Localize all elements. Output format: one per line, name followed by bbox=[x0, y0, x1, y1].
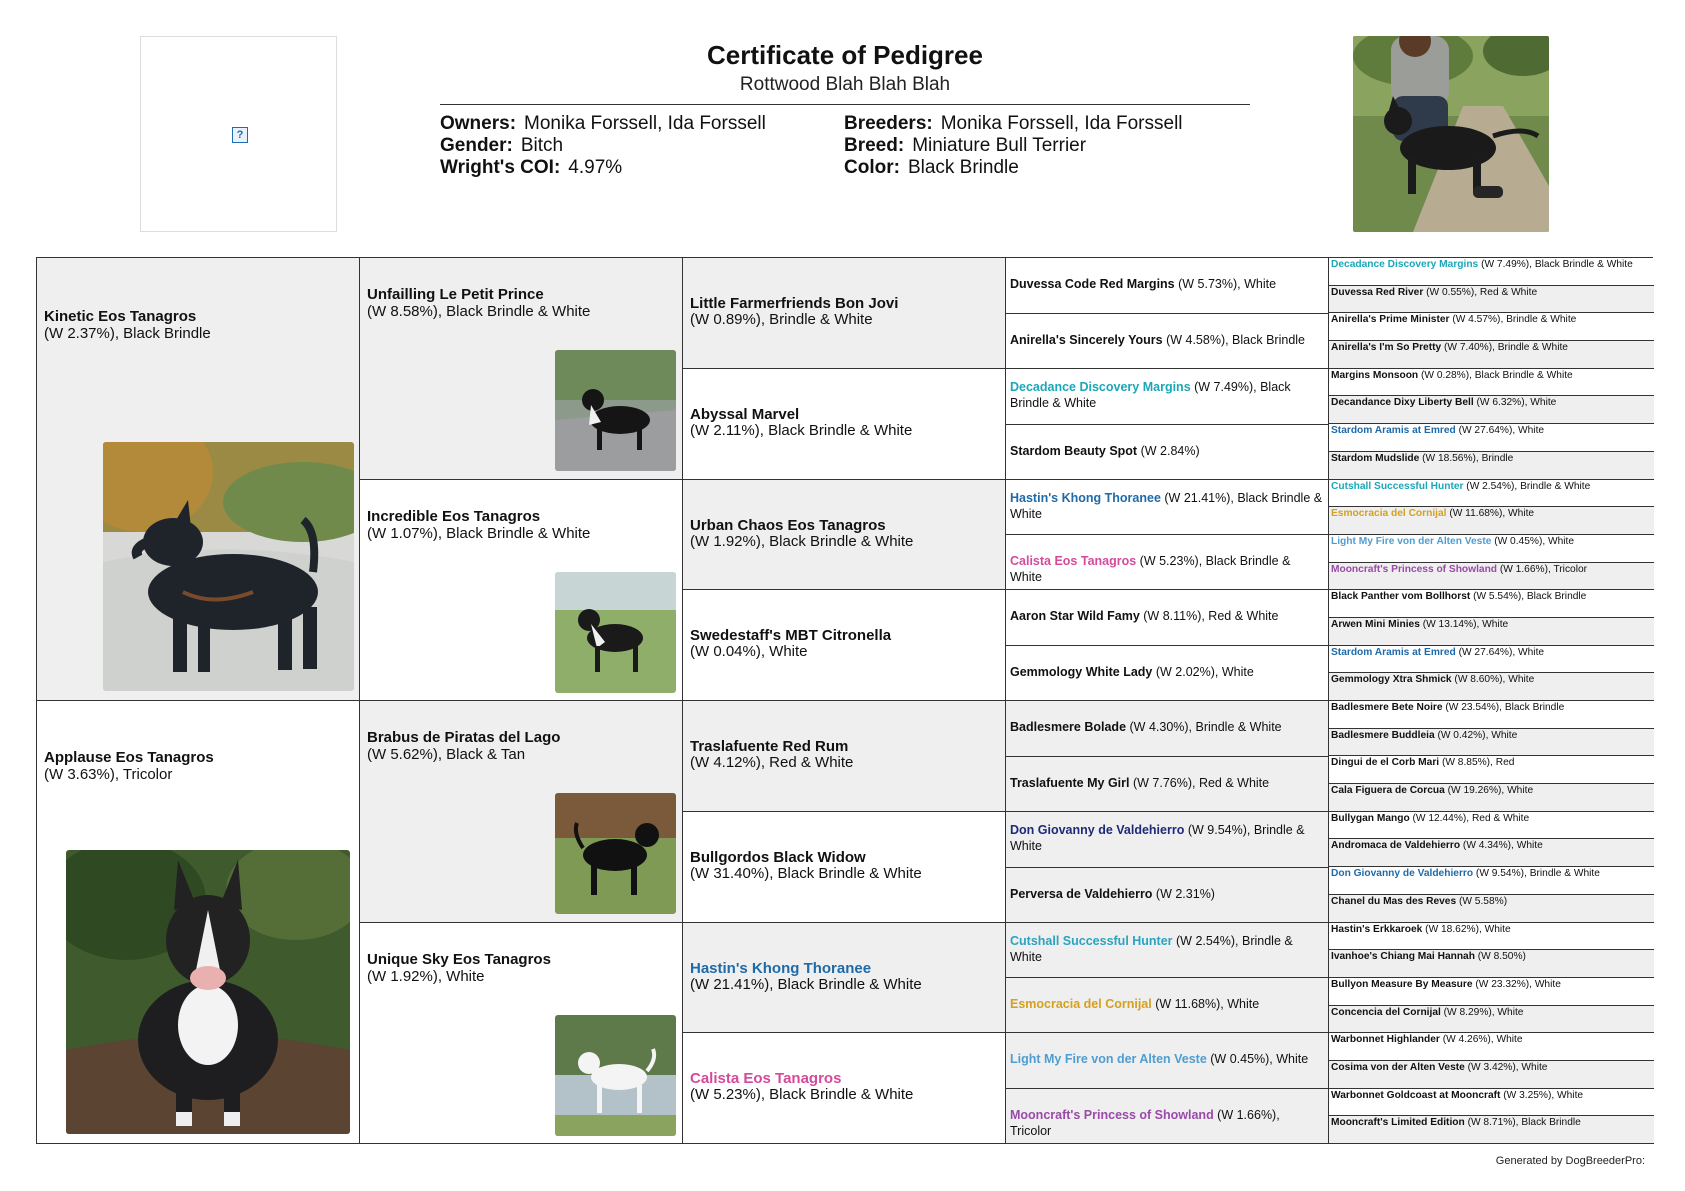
gen5-text bbox=[1331, 647, 1652, 659]
gen5-name: Stardom Aramis at Emred bbox=[1331, 425, 1456, 436]
gen4-cell bbox=[1006, 425, 1329, 480]
coi-label: Wright's COI: bbox=[440, 157, 561, 178]
gen5-text bbox=[1331, 757, 1652, 769]
gen5-text bbox=[1331, 397, 1652, 409]
gen5-name: Cosima von der Alten Veste bbox=[1331, 1062, 1465, 1073]
gen5-info: (W 8.71%), Black Brindle bbox=[1464, 1117, 1581, 1128]
coi-value: 4.97% bbox=[568, 157, 623, 178]
gen5-cell bbox=[1329, 895, 1654, 923]
gen5-name: Cutshall Successful Hunter bbox=[1331, 481, 1464, 492]
gen3-name: Little Farmerfriends Bon Jovi bbox=[690, 295, 899, 312]
gen2-name: Unique Sky Eos Tanagros bbox=[367, 951, 551, 968]
gen5-cell bbox=[1329, 424, 1654, 452]
dam-name: Applause Eos Tanagros bbox=[44, 749, 214, 766]
gen4-name: Hastin's Khong Thoranee bbox=[1010, 491, 1161, 505]
dam-photo bbox=[66, 850, 350, 1134]
gen5-info: (W 2.54%), Brindle & White bbox=[1463, 481, 1591, 492]
gen5-text bbox=[1331, 840, 1652, 852]
gen4-text bbox=[1010, 996, 1324, 1012]
gen5-name: Warbonnet Highlander bbox=[1331, 1034, 1440, 1045]
gen5-text bbox=[1331, 508, 1652, 520]
gen5-text bbox=[1331, 785, 1652, 797]
gen4-cell bbox=[1006, 646, 1329, 701]
gen3-name: Calista Eos Tanagros bbox=[690, 1070, 842, 1087]
gen4-info: (W 8.11%), Red & White bbox=[1139, 609, 1279, 623]
gen4-name: Esmocracia del Cornijal bbox=[1010, 997, 1152, 1011]
gen5-info: (W 4.34%), White bbox=[1460, 840, 1543, 851]
gen5-name: Anirella's I'm So Pretty bbox=[1331, 342, 1442, 353]
gen5-text bbox=[1331, 1062, 1652, 1074]
gen5-cell bbox=[1329, 1061, 1654, 1089]
gen5-text bbox=[1331, 979, 1652, 991]
gen4-info: (W 4.58%), Black Brindle bbox=[1162, 333, 1306, 347]
gen4-text bbox=[1010, 886, 1324, 902]
gen4-info: (W 2.84%) bbox=[1137, 444, 1200, 458]
gen5-name: Stardom Aramis at Emred bbox=[1331, 647, 1456, 658]
gen4-text bbox=[1010, 553, 1324, 585]
gen4-name: Badlesmere Bolade bbox=[1010, 720, 1127, 734]
gen3-name: Traslafuente Red Rum bbox=[690, 738, 849, 755]
gen4-text bbox=[1010, 822, 1324, 854]
gen5-name: Light My Fire von der Alten Veste bbox=[1331, 536, 1492, 547]
gen5-cell bbox=[1329, 507, 1654, 535]
gen4-cell bbox=[1006, 369, 1329, 425]
gen5-info: (W 18.56%), Brindle bbox=[1419, 453, 1514, 464]
owners-value: Monika Forssell, Ida Forssell bbox=[524, 113, 766, 134]
gen5-name: Bullygan Mango bbox=[1331, 813, 1410, 824]
pedigree-table bbox=[36, 257, 1653, 1144]
gen5-cell bbox=[1329, 1089, 1654, 1116]
gen3-cell bbox=[683, 590, 1006, 701]
gen2-cell bbox=[360, 258, 683, 480]
gen5-info: (W 6.32%), White bbox=[1473, 397, 1557, 408]
color-label: Color: bbox=[844, 157, 900, 178]
gen5-text bbox=[1331, 813, 1652, 825]
gen5-text bbox=[1331, 1090, 1652, 1102]
breeders-row bbox=[844, 113, 1183, 135]
gen5-cell bbox=[1329, 286, 1654, 313]
gen5-name: Warbonnet Goldcoast at Mooncraft bbox=[1331, 1090, 1501, 1101]
breeders-value: Monika Forssell, Ida Forssell bbox=[940, 113, 1183, 134]
gen4-name: Traslafuente My Girl bbox=[1010, 776, 1130, 790]
gen5-name: Chanel du Mas des Reves bbox=[1331, 896, 1457, 907]
gen2-info: (W 1.92%), White bbox=[367, 968, 485, 985]
gen4-cell bbox=[1006, 868, 1329, 923]
color-row bbox=[844, 157, 1183, 179]
dam-cell bbox=[37, 701, 360, 1144]
gen5-info: (W 8.85%), Red bbox=[1439, 757, 1515, 768]
gen4-name: Decadance Discovery Margins bbox=[1010, 380, 1191, 394]
gen3-name: Urban Chaos Eos Tanagros bbox=[690, 517, 886, 534]
dam-text bbox=[44, 749, 214, 783]
gen5-text bbox=[1331, 287, 1652, 299]
gen5-name: Cala Figuera de Corcua bbox=[1331, 785, 1445, 796]
gen5-cell bbox=[1329, 729, 1654, 756]
gen5-cell bbox=[1329, 812, 1654, 839]
dog-main-photo bbox=[1353, 36, 1549, 232]
gen3-text bbox=[690, 407, 999, 439]
sire-cell bbox=[37, 258, 360, 701]
gen5-name: Arwen Mini Minies bbox=[1331, 619, 1420, 630]
gen5-info: (W 12.44%), Red & White bbox=[1409, 813, 1530, 824]
gen4-cell bbox=[1006, 590, 1329, 646]
gen4-cell bbox=[1006, 757, 1329, 812]
gen5-cell bbox=[1329, 618, 1654, 646]
gen3-cell bbox=[683, 258, 1006, 369]
gen3-name: Hastin's Khong Thoranee bbox=[690, 960, 872, 977]
gen5-cell bbox=[1329, 452, 1654, 480]
gen4-text bbox=[1010, 1107, 1324, 1139]
gen4-info: (W 5.73%), White bbox=[1174, 277, 1277, 291]
gen5-info: (W 5.58%) bbox=[1456, 896, 1508, 907]
gen4-info: (W 4.30%), Brindle & White bbox=[1126, 720, 1282, 734]
gen4-name: Don Giovanny de Valdehierro bbox=[1010, 823, 1185, 837]
gen2-photo bbox=[555, 1015, 676, 1136]
gen5-name: Stardom Mudslide bbox=[1331, 453, 1420, 464]
gen4-info: (W 9.54%), Brindle & White bbox=[1010, 823, 1305, 853]
gen2-name: Unfailling Le Petit Prince bbox=[367, 286, 544, 303]
gen5-info: (W 8.29%), White bbox=[1440, 1007, 1524, 1018]
gen2-cell bbox=[360, 923, 683, 1144]
kennel-subtitle: Rottwood Blah Blah Blah bbox=[739, 74, 951, 95]
gen4-info: (W 7.76%), Red & White bbox=[1129, 776, 1270, 790]
gen5-info: (W 4.57%), Brindle & White bbox=[1449, 314, 1577, 325]
gen4-text bbox=[1010, 1051, 1324, 1067]
gen4-name: Aaron Star Wild Famy bbox=[1010, 609, 1140, 623]
gen2-text bbox=[367, 286, 590, 320]
gen3-info: (W 21.41%), Black Brindle & White bbox=[690, 976, 922, 993]
gen3-text bbox=[690, 961, 999, 993]
dog-info-right bbox=[844, 113, 1183, 179]
gen5-cell bbox=[1329, 839, 1654, 867]
gen4-text bbox=[1010, 664, 1324, 680]
gen4-cell bbox=[1006, 812, 1329, 868]
gen4-info: (W 2.31%) bbox=[1152, 887, 1215, 901]
gen4-text bbox=[1010, 608, 1324, 624]
gen5-cell bbox=[1329, 563, 1654, 590]
gen5-text bbox=[1331, 259, 1652, 271]
gen5-cell bbox=[1329, 480, 1654, 507]
gen3-info: (W 0.04%), White bbox=[690, 643, 808, 660]
gen3-cell bbox=[683, 923, 1006, 1033]
gen5-text bbox=[1331, 314, 1652, 326]
gen5-cell bbox=[1329, 535, 1654, 563]
gen3-text bbox=[690, 1071, 999, 1103]
coi-row bbox=[440, 157, 766, 179]
gen5-info: (W 27.64%), White bbox=[1455, 425, 1545, 436]
gen5-text bbox=[1331, 896, 1652, 908]
gen5-info: (W 3.25%), White bbox=[1500, 1090, 1584, 1101]
gen4-text bbox=[1010, 490, 1324, 522]
gen2-info: (W 8.58%), Black Brindle & White bbox=[367, 303, 591, 320]
gen5-name: Anirella's Prime Minister bbox=[1331, 314, 1450, 325]
gen5-cell bbox=[1329, 1116, 1654, 1144]
gen5-text bbox=[1331, 924, 1652, 936]
gen5-name: Duvessa Red River bbox=[1331, 287, 1424, 298]
gen5-name: Andromaca de Valdehierro bbox=[1331, 840, 1461, 851]
gen5-name: Badlesmere Bete Noire bbox=[1331, 702, 1443, 713]
gender-label: Gender: bbox=[440, 135, 513, 156]
gen5-cell bbox=[1329, 396, 1654, 424]
gen5-cell bbox=[1329, 756, 1654, 784]
gen4-text bbox=[1010, 775, 1324, 791]
gen5-name: Margins Monsoon bbox=[1331, 370, 1419, 381]
gen4-cell bbox=[1006, 701, 1329, 757]
gen3-cell bbox=[683, 812, 1006, 923]
color-value: Black Brindle bbox=[907, 157, 1019, 178]
gen5-text bbox=[1331, 619, 1652, 631]
certificate-title: Certificate of Pedigree bbox=[707, 40, 983, 70]
gen5-cell bbox=[1329, 950, 1654, 978]
gen5-name: Black Panther vom Bollhorst bbox=[1331, 591, 1471, 602]
gen2-info: (W 1.07%), Black Brindle & White bbox=[367, 525, 591, 542]
gen2-name: Brabus de Piratas del Lago bbox=[367, 729, 561, 746]
gen5-name: Esmocracia del Cornijal bbox=[1331, 508, 1447, 519]
gen5-name: Bullyon Measure By Measure bbox=[1331, 979, 1473, 990]
gen5-info: (W 5.54%), Black Brindle bbox=[1470, 591, 1587, 602]
gen4-cell bbox=[1006, 923, 1329, 978]
gen5-text bbox=[1331, 951, 1652, 963]
gen5-info: (W 1.66%), Tricolor bbox=[1497, 564, 1588, 575]
gen2-photo bbox=[555, 572, 676, 693]
gen5-info: (W 13.14%), White bbox=[1419, 619, 1509, 630]
gen5-cell bbox=[1329, 978, 1654, 1006]
gen5-name: Don Giovanny de Valdehierro bbox=[1331, 868, 1474, 879]
gen4-name: Mooncraft's Princess of Showland bbox=[1010, 1108, 1214, 1122]
gen4-text bbox=[1010, 443, 1324, 459]
gen2-photo bbox=[555, 350, 676, 471]
gen2-photo bbox=[555, 793, 676, 914]
gen5-info: (W 11.68%), White bbox=[1446, 508, 1535, 519]
gen4-name: Gemmology White Lady bbox=[1010, 665, 1153, 679]
gen4-info: (W 11.68%), White bbox=[1151, 997, 1260, 1011]
gen5-cell bbox=[1329, 646, 1654, 673]
gen4-cell bbox=[1006, 258, 1329, 314]
gen3-info: (W 31.40%), Black Brindle & White bbox=[690, 865, 922, 882]
gen4-info: (W 21.41%), Black Brindle & White bbox=[1010, 491, 1323, 521]
gen3-name: Bullgordos Black Widow bbox=[690, 849, 866, 866]
gen4-cell bbox=[1006, 978, 1329, 1033]
gen5-cell bbox=[1329, 341, 1654, 369]
gen5-text bbox=[1331, 868, 1652, 880]
gen3-cell bbox=[683, 369, 1006, 480]
gen3-name: Abyssal Marvel bbox=[690, 406, 800, 423]
gen5-info: (W 23.32%), White bbox=[1472, 979, 1561, 990]
gen3-cell bbox=[683, 701, 1006, 812]
gen2-cell bbox=[360, 701, 683, 923]
gen5-name: Dingui de el Corb Mari bbox=[1331, 757, 1440, 768]
gen5-info: (W 0.55%), Red & White bbox=[1423, 287, 1538, 298]
gen4-text bbox=[1010, 332, 1324, 348]
gen2-text bbox=[367, 508, 590, 542]
dam-info: (W 3.63%), Tricolor bbox=[44, 766, 173, 783]
breed-value: Miniature Bull Terrier bbox=[912, 135, 1087, 156]
gen5-name: Hastin's Erkkaroek bbox=[1331, 924, 1423, 935]
gen5-info: (W 8.60%), White bbox=[1451, 674, 1535, 685]
gen5-name: Ivanhoe's Chiang Mai Hannah bbox=[1331, 951, 1475, 962]
gen5-cell bbox=[1329, 1006, 1654, 1033]
gen5-cell bbox=[1329, 313, 1654, 341]
gen4-name: Cutshall Successful Hunter bbox=[1010, 934, 1173, 948]
gen5-info: (W 8.50%) bbox=[1474, 951, 1526, 962]
gen3-text bbox=[690, 628, 999, 660]
gen5-cell bbox=[1329, 369, 1654, 396]
gen5-info: (W 18.62%), White bbox=[1422, 924, 1511, 935]
gen3-text bbox=[690, 296, 999, 328]
gen2-text bbox=[367, 729, 560, 763]
sire-name: Kinetic Eos Tanagros bbox=[44, 308, 197, 325]
gen2-name: Incredible Eos Tanagros bbox=[367, 508, 541, 525]
gen4-text bbox=[1010, 379, 1324, 411]
sire-info: (W 2.37%), Black Brindle bbox=[44, 325, 211, 342]
gen5-name: Gemmology Xtra Shmick bbox=[1331, 674, 1452, 685]
gen5-text bbox=[1331, 1034, 1652, 1046]
gen5-cell bbox=[1329, 673, 1654, 701]
gen3-info: (W 2.11%), Black Brindle & White bbox=[690, 422, 913, 439]
kennel-logo-placeholder bbox=[140, 36, 337, 232]
gen4-name: Duvessa Code Red Margins bbox=[1010, 277, 1175, 291]
gen5-info: (W 9.54%), Brindle & White bbox=[1473, 868, 1600, 879]
gen5-info: (W 3.42%), White bbox=[1464, 1062, 1548, 1073]
gen4-cell bbox=[1006, 535, 1329, 590]
dog-info-left bbox=[440, 113, 766, 179]
gen3-info: (W 4.12%), Red & White bbox=[690, 754, 854, 771]
gen5-name: Concencia del Cornijal bbox=[1331, 1007, 1441, 1018]
gen4-info: (W 2.02%), White bbox=[1152, 665, 1254, 679]
gen5-text bbox=[1331, 674, 1652, 686]
gen4-name: Perversa de Valdehierro bbox=[1010, 887, 1153, 901]
gen5-info: (W 0.45%), White bbox=[1491, 536, 1575, 547]
gen5-text bbox=[1331, 342, 1652, 354]
gen4-cell bbox=[1006, 1033, 1329, 1089]
gen4-info: (W 7.49%), Black Brindle & White bbox=[1010, 380, 1291, 410]
gen4-info: (W 1.66%), Tricolor bbox=[1010, 1108, 1280, 1138]
owners-label: Owners: bbox=[440, 113, 517, 134]
gen2-text bbox=[367, 951, 551, 985]
gen5-cell bbox=[1329, 590, 1654, 618]
gen4-info: (W 0.45%), White bbox=[1206, 1052, 1309, 1066]
gen5-cell bbox=[1329, 258, 1654, 286]
gen3-name: Swedestaff's MBT Citronella bbox=[690, 627, 892, 644]
gen5-text bbox=[1331, 481, 1652, 493]
gen3-info: (W 5.23%), Black Brindle & White bbox=[690, 1086, 914, 1103]
gen5-cell bbox=[1329, 701, 1654, 729]
gen5-name: Decandance Dixy Liberty Bell bbox=[1331, 397, 1474, 408]
sire-photo bbox=[103, 442, 354, 691]
gen2-info: (W 5.62%), Black & Tan bbox=[367, 746, 526, 763]
gender-row bbox=[440, 135, 766, 157]
gen3-text bbox=[690, 850, 999, 882]
breed-row bbox=[844, 135, 1183, 157]
gen5-name: Mooncraft's Princess of Showland bbox=[1331, 564, 1498, 575]
sire-text bbox=[44, 308, 211, 342]
gen5-info: (W 7.40%), Brindle & White bbox=[1441, 342, 1568, 353]
gen4-text bbox=[1010, 933, 1324, 965]
gen5-text bbox=[1331, 425, 1652, 437]
gen3-info: (W 1.92%), Black Brindle & White bbox=[690, 533, 914, 550]
generated-by-footer: Generated by DogBreederPro: bbox=[1495, 1155, 1645, 1167]
gen3-text bbox=[690, 518, 999, 550]
gen3-info: (W 0.89%), Brindle & White bbox=[690, 311, 873, 328]
gen4-cell bbox=[1006, 480, 1329, 535]
gen4-text bbox=[1010, 719, 1324, 735]
gen5-info: (W 4.26%), White bbox=[1439, 1034, 1523, 1045]
gen3-text bbox=[690, 739, 999, 771]
gen5-text bbox=[1331, 536, 1652, 548]
gen4-info: (W 5.23%), Black Brindle & White bbox=[1010, 554, 1291, 584]
gen4-name: Stardom Beauty Spot bbox=[1010, 444, 1138, 458]
gen5-text bbox=[1331, 591, 1652, 603]
owners-row bbox=[440, 113, 766, 135]
gen3-cell bbox=[683, 480, 1006, 590]
breeders-label: Breeders: bbox=[844, 113, 933, 134]
gen5-cell bbox=[1329, 923, 1654, 950]
gen4-name: Anirella's Sincerely Yours bbox=[1010, 333, 1163, 347]
gen4-name: Light My Fire von der Alten Veste bbox=[1010, 1052, 1207, 1066]
gen5-text bbox=[1331, 564, 1652, 576]
gen5-info: (W 19.26%), White bbox=[1444, 785, 1534, 796]
gen5-info: (W 7.49%), Black Brindle & White bbox=[1478, 259, 1633, 270]
gen5-text bbox=[1331, 1007, 1652, 1019]
gen4-text bbox=[1010, 276, 1324, 292]
breed-label: Breed: bbox=[844, 135, 905, 156]
gen5-info: (W 0.28%), Black Brindle & White bbox=[1418, 370, 1573, 381]
gen5-text bbox=[1331, 370, 1652, 382]
gen5-text bbox=[1331, 1117, 1652, 1129]
gen5-cell bbox=[1329, 867, 1654, 895]
gen4-cell bbox=[1006, 314, 1329, 369]
gen5-name: Mooncraft's Limited Edition bbox=[1331, 1117, 1465, 1128]
gen3-cell bbox=[683, 1033, 1006, 1144]
gen5-text bbox=[1331, 730, 1652, 742]
gen5-name: Decadance Discovery Margins bbox=[1331, 259, 1479, 270]
gen4-name: Calista Eos Tanagros bbox=[1010, 554, 1137, 568]
gen5-text bbox=[1331, 702, 1652, 714]
gen5-info: (W 0.42%), White bbox=[1434, 730, 1518, 741]
gen4-cell bbox=[1006, 1089, 1329, 1144]
header-divider bbox=[440, 104, 1250, 105]
gen2-cell bbox=[360, 480, 683, 701]
gen4-info: (W 2.54%), Brindle & White bbox=[1010, 934, 1293, 964]
gen5-cell bbox=[1329, 784, 1654, 812]
gen5-name: Badlesmere Buddleia bbox=[1331, 730, 1435, 741]
gen5-text bbox=[1331, 453, 1652, 465]
broken-image-icon: ? bbox=[232, 127, 248, 143]
gender-value: Bitch bbox=[520, 135, 564, 156]
gen5-info: (W 23.54%), Black Brindle bbox=[1442, 702, 1565, 713]
gen5-cell bbox=[1329, 1033, 1654, 1061]
gen5-info: (W 27.64%), White bbox=[1455, 647, 1545, 658]
